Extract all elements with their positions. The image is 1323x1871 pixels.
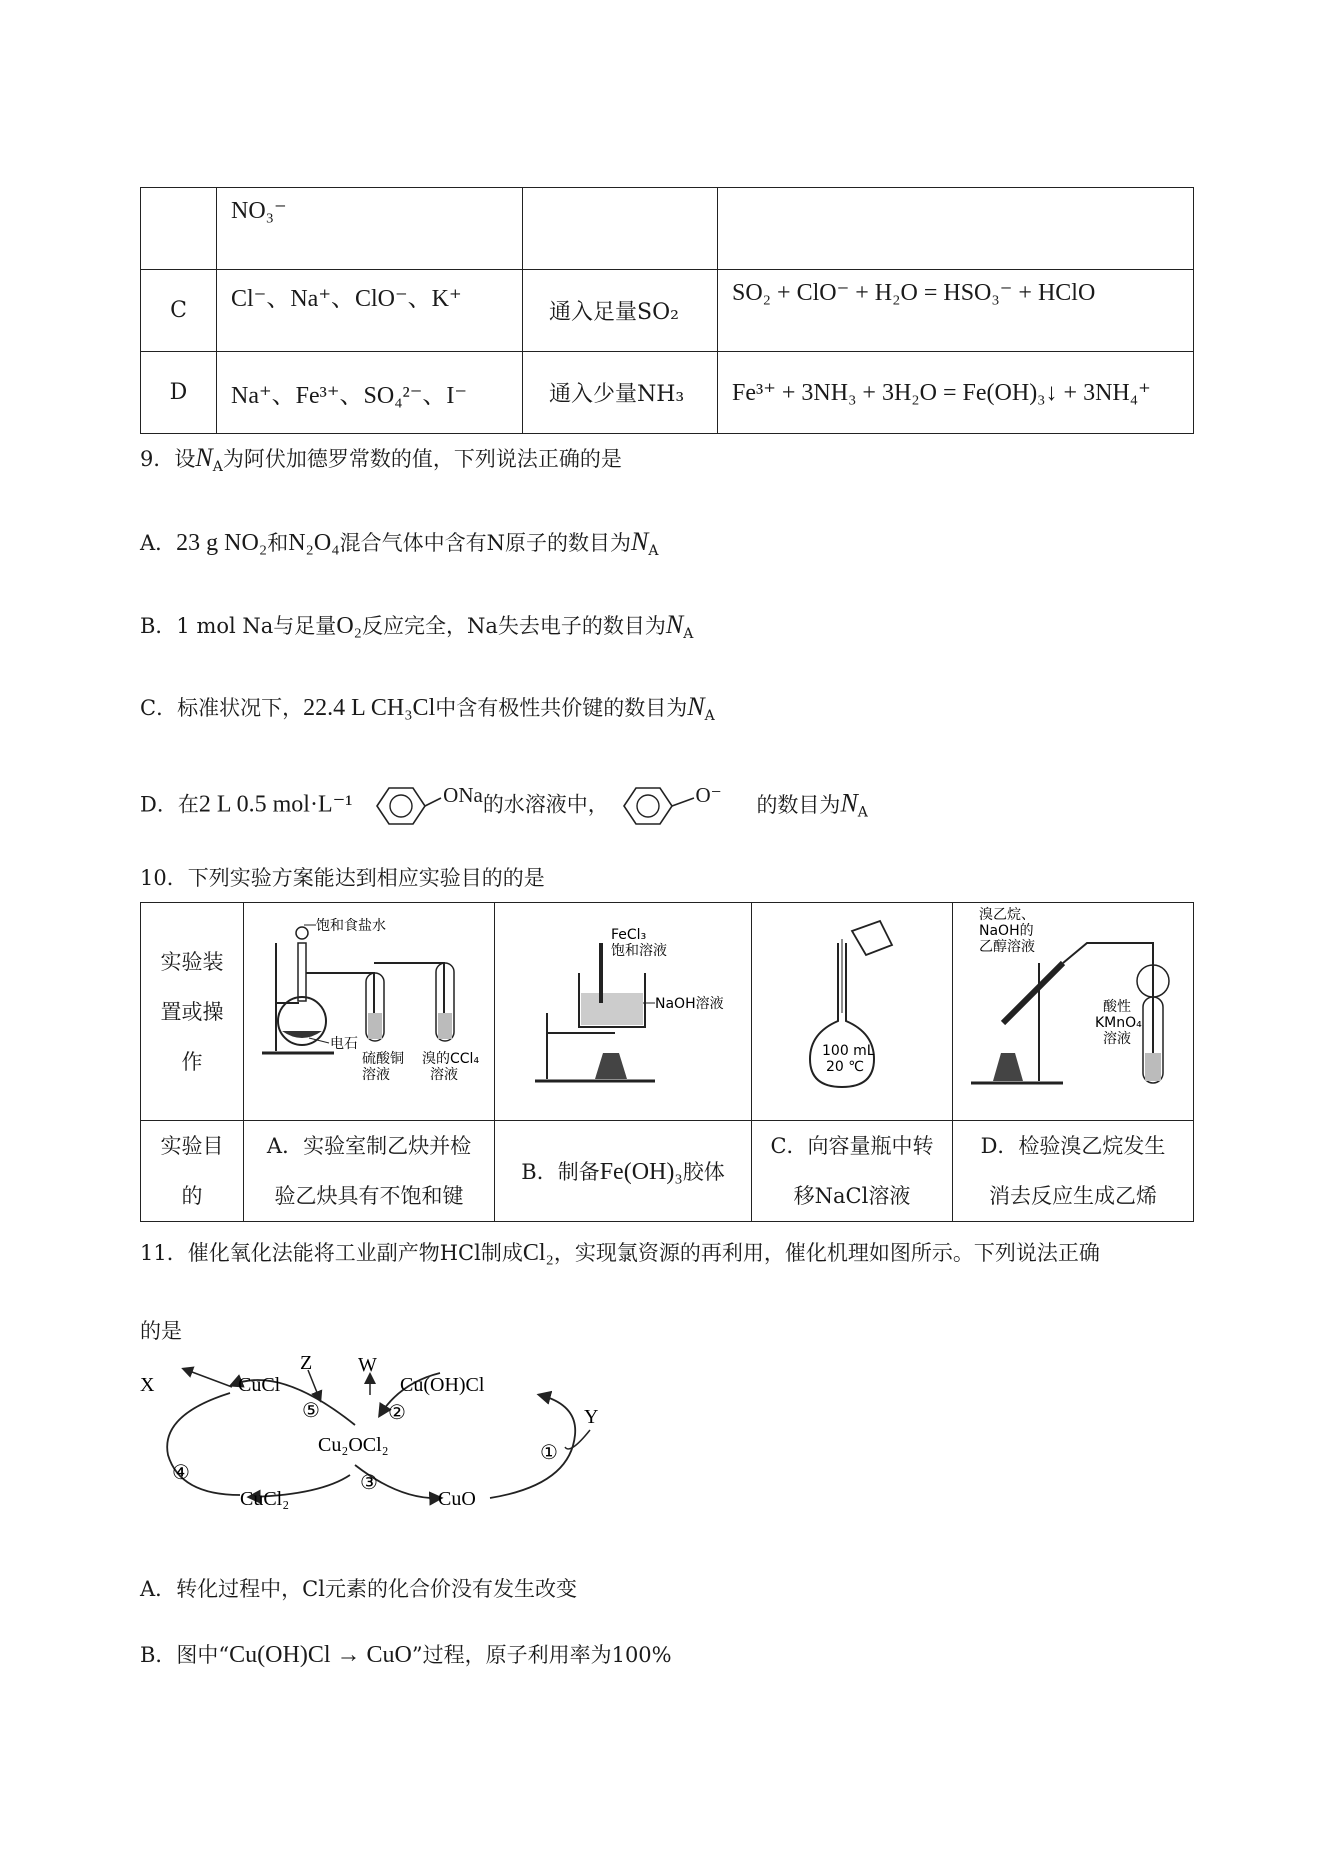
label-naoh: NaOH溶液	[655, 996, 724, 1012]
step-3: ③	[360, 1472, 378, 1494]
purpose-header: 实验目 的	[141, 1121, 244, 1222]
q9-stem: 9．设$N_A$为阿伏加德罗常数的值，下列说法正确的是	[140, 443, 622, 476]
q9-option-d: D．在2 L 0.5 mol·L⁻¹ ONa的水溶液中， O⁻ 的数目为$N_A$	[140, 784, 868, 828]
q11-option-b: B．图中“Cu(OH)Cl → CuO”过程，原子利用率为100%	[140, 1642, 672, 1668]
row-c-ions-cell	[217, 270, 523, 352]
purpose-b: B．制备Fe(OH)₃胶体	[495, 1121, 752, 1222]
species-cucl2: CuCl₂	[240, 1488, 290, 1510]
apparatus-b-cell	[495, 903, 752, 1121]
apparatus-c-cell	[752, 903, 953, 1121]
label-reagent-3: 乙醇溶液	[979, 939, 1035, 955]
apparatus-d-cell	[953, 903, 1194, 1121]
row-c-eq-cell	[718, 270, 1194, 352]
q9-option-b: B．1 mol Na与足量O₂反应完全，Na失去电子的数目为$N_A$	[140, 610, 694, 643]
q11-stem: 11．催化氧化法能将工业副产物HCl制成Cl₂，实现氯资源的再利用，催化机理如图所示。下列说法正确	[140, 1240, 1100, 1266]
row-c-op-cell	[523, 270, 718, 352]
q10-stem: 10．下列实验方案能达到相应实验目的的是	[140, 866, 545, 890]
label-kmno4-3: 溶液	[1103, 1031, 1131, 1047]
row-c-equation: SO₂ + ClO⁻ + H₂O = HSO₃⁻ + HClO	[732, 280, 1096, 306]
label-cuso4-1: 硫酸铜	[362, 1051, 404, 1067]
benzene-ring-icon	[618, 784, 696, 828]
label-carbide: 电石	[330, 1036, 358, 1052]
na-symbol: N	[195, 443, 213, 472]
colloid-apparatus-figure	[495, 903, 751, 1116]
label-fecl3-1: FeCl₃	[611, 927, 647, 943]
q9-option-a: A．23 g NO₂和N₂O₄混合气体中含有N原子的数目为$N_A$	[140, 527, 659, 560]
q9-option-c: C．标准状况下，22.4 L CH₃Cl中含有极性共价键的数目为$N_A$	[140, 692, 715, 725]
row-d-op-cell	[523, 352, 718, 434]
label-brine: 饱和食盐水	[316, 918, 386, 934]
apparatus-header: 实验装 置或操 作	[141, 903, 244, 1121]
ion-reaction-table	[140, 187, 1194, 434]
ethylene-apparatus-figure	[953, 903, 1193, 1116]
row-a-ion: NO₃⁻	[231, 198, 287, 224]
label-reagent-2: NaOH的	[979, 923, 1034, 939]
row-a-ion-cell	[217, 188, 523, 270]
row-c-operation: 通入足量SO₂	[549, 300, 679, 325]
step-2: ②	[388, 1402, 406, 1424]
row-d-equation: Fe³⁺ + 3NH₃ + 3H₂O = Fe(OH)₃↓ + 3NH₄⁺	[732, 380, 1151, 406]
species-x: X	[140, 1374, 155, 1396]
row-a-eq-cell	[718, 188, 1194, 270]
species-cuohcl: Cu(OH)Cl	[400, 1374, 485, 1396]
species-cuo: CuO	[438, 1488, 476, 1510]
row-d-eq-cell	[718, 352, 1194, 434]
label-ccl4-2: 溶液	[430, 1067, 458, 1083]
row-c-label: C	[141, 270, 217, 352]
catalytic-cycle-diagram	[140, 1355, 600, 1515]
label-kmno4-2: KMnO₄	[1095, 1015, 1142, 1031]
apparatus-a-cell	[244, 903, 495, 1121]
label-cuso4-2: 溶液	[362, 1067, 390, 1083]
row-d-ions-cell	[217, 352, 523, 434]
q11-option-a: A．转化过程中，Cl元素的化合价没有发生改变	[140, 1577, 577, 1601]
step-4: ④	[172, 1462, 190, 1484]
label-ccl4-1: 溴的CCl₄	[422, 1051, 480, 1067]
species-cu2ocl2: Cu₂OCl₂	[318, 1434, 389, 1456]
acetylene-apparatus-figure	[244, 903, 494, 1116]
label-fecl3-2: 饱和溶液	[611, 943, 667, 959]
label-reagent-1: 溴乙烷、	[979, 907, 1035, 923]
species-w: W	[358, 1355, 377, 1376]
species-cucl: CuCl	[238, 1374, 281, 1396]
row-c-ions: Cl⁻、Na⁺、ClO⁻、K⁺	[231, 286, 462, 312]
step-5: ⑤	[302, 1400, 320, 1422]
purpose-c: C．向容量瓶中转 移NaCl溶液	[752, 1121, 953, 1222]
q11-stem-line2: 的是	[140, 1319, 182, 1343]
purpose-d: D．检验溴乙烷发生 消去反应生成乙烯	[953, 1121, 1194, 1222]
label-flask-temp: 20 ℃	[826, 1059, 864, 1075]
row-d-operation: 通入少量NH₃	[549, 382, 685, 407]
experiment-table	[140, 902, 1194, 1222]
species-z: Z	[300, 1355, 313, 1374]
species-y: Y	[584, 1406, 599, 1428]
volumetric-flask-figure	[752, 903, 952, 1116]
benzene-ring-icon	[371, 784, 443, 828]
row-a-label-cell	[141, 188, 217, 270]
row-d-label: D	[141, 352, 217, 434]
label-flask-volume: 100 mL	[822, 1043, 875, 1059]
label-kmno4-1: 酸性	[1103, 999, 1131, 1015]
purpose-a: A．实验室制乙炔并检 验乙炔具有不饱和键	[244, 1121, 495, 1222]
row-a-op-cell	[523, 188, 718, 270]
row-d-ions: Na⁺、Fe³⁺、SO₄²⁻、I⁻	[231, 383, 468, 409]
step-1: ①	[540, 1442, 558, 1464]
